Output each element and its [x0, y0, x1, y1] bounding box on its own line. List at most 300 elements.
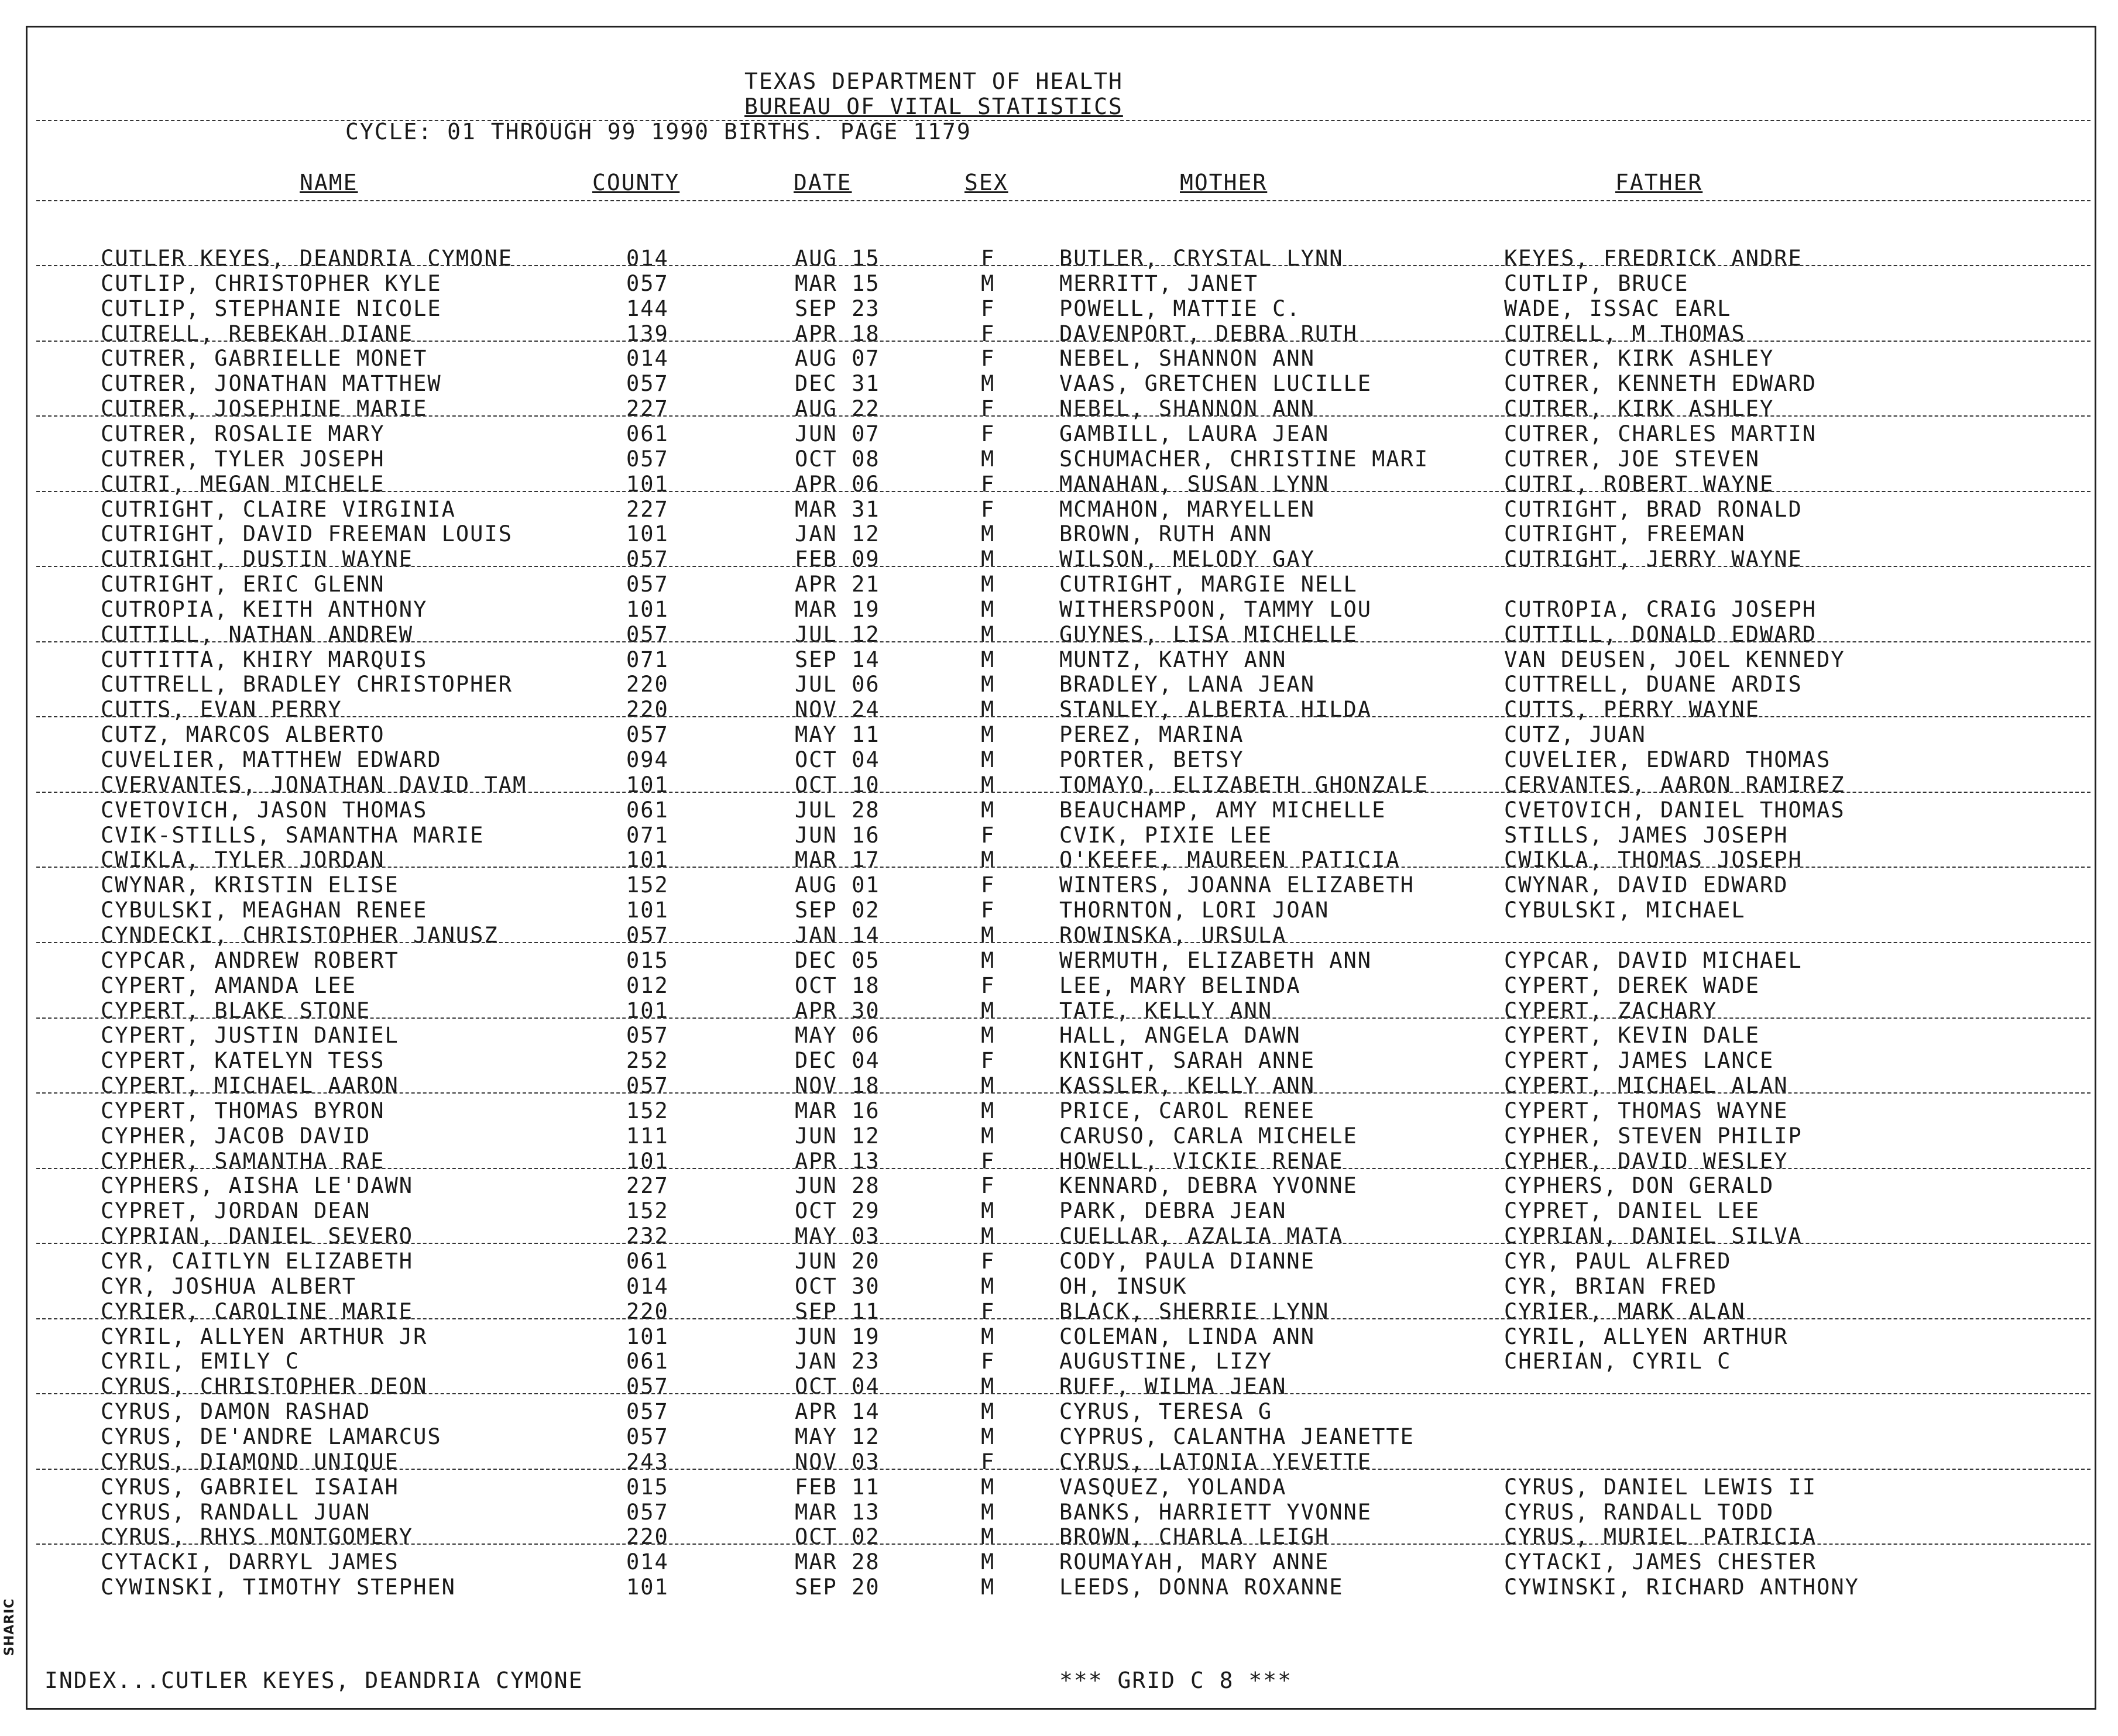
cell-date: AUG 15 — [795, 246, 880, 271]
cell-mother: COLEMAN, LINDA ANN — [1059, 1324, 1315, 1349]
cell-name: CYRUS, DAMON RASHAD — [101, 1399, 371, 1425]
cell-sex: M — [981, 596, 996, 622]
cell-father: CUTRIGHT, BRAD RONALD — [1504, 496, 1803, 522]
cell-county: 220 — [626, 1298, 669, 1324]
table-row — [0, 1049, 2118, 1074]
cell-date: JUN 28 — [795, 1173, 880, 1199]
table-row — [0, 1074, 2118, 1099]
cell-father: CYRUS, RANDALL TODD — [1504, 1499, 1774, 1525]
table-row — [0, 1199, 2118, 1224]
cell-name: CYPERT, MICHAEL AARON — [101, 1073, 399, 1099]
table-row — [0, 999, 2118, 1024]
cell-name: CUTTS, EVAN PERRY — [101, 697, 342, 723]
cell-father: CYPHERS, DON GERALD — [1504, 1173, 1774, 1199]
header-subtitle: BUREAU OF VITAL STATISTICS — [744, 94, 1123, 119]
cell-mother: VASQUEZ, YOLANDA — [1059, 1474, 1287, 1500]
cell-father: KEYES, FREDRICK ANDRE — [1504, 246, 1803, 271]
cell-sex: M — [981, 1575, 996, 1600]
cell-date: SEP 20 — [795, 1575, 880, 1600]
cell-name: CYPRIAN, DANIEL SEVERO — [101, 1223, 414, 1249]
cell-county: 101 — [626, 1148, 669, 1174]
cell-father: CUTRER, KIRK ASHLEY — [1504, 396, 1774, 422]
cell-date: APR 18 — [795, 321, 880, 346]
cell-name: CUTRIGHT, DUSTIN WAYNE — [101, 546, 414, 572]
table-row — [0, 1349, 2118, 1374]
cell-date: OCT 29 — [795, 1198, 880, 1224]
cell-sex: F — [981, 822, 996, 848]
cell-sex: F — [981, 396, 996, 422]
cell-father: CYPERT, DEREK WADE — [1504, 972, 1760, 998]
cell-father: CYPERT, ZACHARY — [1504, 998, 1718, 1023]
cell-name: CUTRER, ROSALIE MARY — [101, 421, 385, 446]
table-row — [0, 597, 2118, 623]
cell-father: CYPERT, THOMAS WAYNE — [1504, 1098, 1789, 1123]
table-row — [0, 1249, 2118, 1274]
cell-father: CYR, BRIAN FRED — [1504, 1273, 1718, 1299]
cell-father: CYTACKI, JAMES CHESTER — [1504, 1549, 1817, 1575]
cell-county: 057 — [626, 1499, 669, 1525]
cell-county: 094 — [626, 747, 669, 772]
cell-name: CUTRIGHT, ERIC GLENN — [101, 572, 385, 597]
cell-date: MAR 31 — [795, 496, 880, 522]
cell-county: 227 — [626, 1173, 669, 1199]
cell-father: CYPERT, JAMES LANCE — [1504, 1048, 1774, 1074]
cell-name: CUTRER, JOSEPHINE MARIE — [101, 396, 428, 422]
cell-sex: M — [981, 546, 996, 572]
cell-county: 243 — [626, 1449, 669, 1474]
cell-mother: TATE, KELLY ANN — [1059, 998, 1273, 1023]
cell-name: CYWINSKI, TIMOTHY STEPHEN — [101, 1575, 456, 1600]
cell-name: CUTLER KEYES, DEANDRIA CYMONE — [101, 246, 513, 271]
cell-mother: NEBEL, SHANNON ANN — [1059, 346, 1315, 372]
cell-father: CYRUS, DANIEL LEWIS II — [1504, 1474, 1817, 1500]
cell-county: 014 — [626, 1549, 669, 1575]
column-header-county: COUNTY — [592, 170, 680, 195]
cell-name: CVIK-STILLS, SAMANTHA MARIE — [101, 822, 485, 848]
cell-date: OCT 30 — [795, 1273, 880, 1299]
table-row — [0, 1425, 2118, 1450]
cell-county: 057 — [626, 546, 669, 572]
cell-sex: M — [981, 1374, 996, 1400]
table-row — [0, 1023, 2118, 1049]
cell-name: CVETOVICH, JASON THOMAS — [101, 797, 428, 823]
cell-name: CUTZ, MARCOS ALBERTO — [101, 722, 385, 748]
cell-mother: VAAS, GRETCHEN LUCILLE — [1059, 371, 1372, 397]
cell-county: 101 — [626, 521, 669, 547]
cell-father: CWIKLA, THOMAS JOSEPH — [1504, 847, 1803, 873]
cell-father: CYPHER, STEVEN PHILIP — [1504, 1123, 1803, 1149]
cell-name: CUVELIER, MATTHEW EDWARD — [101, 747, 442, 772]
cell-name: CUTRIGHT, DAVID FREEMAN LOUIS — [101, 521, 513, 547]
cell-county: 111 — [626, 1123, 669, 1149]
cell-father: CHERIAN, CYRIL C — [1504, 1349, 1732, 1374]
cell-date: APR 06 — [795, 471, 880, 497]
cell-sex: F — [981, 246, 996, 271]
cell-mother: MUNTZ, KATHY ANN — [1059, 647, 1287, 672]
cell-mother: BANKS, HARRIETT YVONNE — [1059, 1499, 1372, 1525]
cell-name: CUTRI, MEGAN MICHELE — [101, 471, 385, 497]
cell-sex: F — [981, 1349, 996, 1374]
footer-index: INDEX...CUTLER KEYES, DEANDRIA CYMONE — [44, 1668, 583, 1693]
cell-date: JUN 20 — [795, 1249, 880, 1274]
cell-sex: F — [981, 972, 996, 998]
cell-county: 057 — [626, 1374, 669, 1400]
cell-county: 220 — [626, 697, 669, 723]
table-row — [0, 271, 2118, 297]
cell-sex: M — [981, 1474, 996, 1500]
table-row — [0, 1325, 2118, 1350]
cell-date: MAR 17 — [795, 847, 880, 873]
cell-name: CYRIL, EMILY C — [101, 1349, 300, 1374]
cell-county: 057 — [626, 1073, 669, 1099]
table-row — [0, 898, 2118, 923]
table-row — [0, 873, 2118, 898]
cell-sex: M — [981, 647, 996, 672]
cell-county: 014 — [626, 346, 669, 372]
table-row — [0, 948, 2118, 974]
cell-date: MAY 03 — [795, 1223, 880, 1249]
cell-father: CUTRELL, M THOMAS — [1504, 321, 1746, 346]
cell-mother: BROWN, CHARLA LEIGH — [1059, 1524, 1330, 1550]
cell-sex: M — [981, 747, 996, 772]
cell-mother: PRICE, CAROL RENEE — [1059, 1098, 1315, 1123]
cell-mother: HOWELL, VICKIE RENAE — [1059, 1148, 1344, 1174]
table-row — [0, 773, 2118, 798]
cell-county: 232 — [626, 1223, 669, 1249]
cell-county: 101 — [626, 898, 669, 923]
cell-sex: F — [981, 295, 996, 321]
cell-father: CUTRIGHT, FREEMAN — [1504, 521, 1746, 547]
table-row — [0, 322, 2118, 347]
cell-father: CWYNAR, DAVID EDWARD — [1504, 872, 1789, 898]
cell-father: STILLS, JAMES JOSEPH — [1504, 822, 1789, 848]
cell-father: CUTRER, CHARLES MARTIN — [1504, 421, 1817, 446]
table-row — [0, 1124, 2118, 1149]
cell-sex: F — [981, 1249, 996, 1274]
cell-name: CYPRET, JORDAN DEAN — [101, 1198, 371, 1224]
cell-date: JAN 23 — [795, 1349, 880, 1374]
column-header-name: NAME — [300, 170, 358, 195]
table-row — [0, 522, 2118, 547]
cell-sex: M — [981, 998, 996, 1023]
cell-sex: M — [981, 797, 996, 823]
cell-name: CYRUS, DIAMOND UNIQUE — [101, 1449, 399, 1474]
cell-sex: M — [981, 1524, 996, 1550]
cell-sex: F — [981, 321, 996, 346]
cell-mother: ROWINSKA, URSULA — [1059, 922, 1287, 948]
cell-name: CYR, CAITLYN ELIZABETH — [101, 1249, 414, 1274]
cell-date: MAY 11 — [795, 722, 880, 748]
cell-name: CYPCAR, ANDREW ROBERT — [101, 947, 399, 973]
cell-date: AUG 22 — [795, 396, 880, 422]
cell-name: CWIKLA, TYLER JORDAN — [101, 847, 385, 873]
cell-county: 152 — [626, 1098, 669, 1123]
cell-father: CUTRI, ROBERT WAYNE — [1504, 471, 1774, 497]
cell-mother: POWELL, MATTIE C. — [1059, 295, 1301, 321]
cell-name: CVERVANTES, JONATHAN DAVID TAM — [101, 772, 527, 797]
cell-name: CYRUS, RHYS MONTGOMERY — [101, 1524, 414, 1550]
cell-date: JUL 06 — [795, 672, 880, 697]
cell-mother: RUFF, WILMA JEAN — [1059, 1374, 1287, 1400]
cell-mother: MCMAHON, MARYELLEN — [1059, 496, 1315, 522]
cell-sex: M — [981, 572, 996, 597]
cell-county: 012 — [626, 972, 669, 998]
cell-county: 057 — [626, 621, 669, 647]
cell-county: 057 — [626, 371, 669, 397]
cell-mother: ROUMAYAH, MARY ANNE — [1059, 1549, 1330, 1575]
cell-mother: O'KEEFE, MAUREEN PATICIA — [1059, 847, 1400, 873]
cell-name: CUTTILL, NATHAN ANDREW — [101, 621, 414, 647]
cell-father: WADE, ISSAC EARL — [1504, 295, 1732, 321]
table-row — [0, 623, 2118, 648]
cell-name: CYPERT, JUSTIN DANIEL — [101, 1023, 399, 1049]
cell-date: JAN 14 — [795, 922, 880, 948]
table-row — [0, 1174, 2118, 1199]
cell-sex: M — [981, 1223, 996, 1249]
cell-father: CYPERT, KEVIN DALE — [1504, 1023, 1760, 1049]
table-row — [0, 1475, 2118, 1500]
table-row — [0, 1450, 2118, 1475]
column-header-father: FATHER — [1615, 170, 1703, 195]
cell-father: CYPCAR, DAVID MICHAEL — [1504, 947, 1803, 973]
cell-sex: M — [981, 1549, 996, 1575]
cell-date: OCT 10 — [795, 772, 880, 797]
cell-name: CUTRELL, REBEKAH DIANE — [101, 321, 414, 346]
cell-sex: F — [981, 421, 996, 446]
cell-county: 061 — [626, 1249, 669, 1274]
cell-date: OCT 04 — [795, 747, 880, 772]
cell-sex: M — [981, 722, 996, 748]
cell-sex: F — [981, 471, 996, 497]
cell-date: JUN 19 — [795, 1324, 880, 1349]
cell-father: CUTZ, JUAN — [1504, 722, 1646, 748]
cell-father: CYBULSKI, MICHAEL — [1504, 898, 1746, 923]
cell-county: 014 — [626, 1273, 669, 1299]
header-title: TEXAS DEPARTMENT OF HEALTH — [744, 68, 1123, 94]
cell-sex: M — [981, 947, 996, 973]
cell-name: CYPHER, SAMANTHA RAE — [101, 1148, 385, 1174]
side-label: SHARIC — [2, 1598, 17, 1656]
cell-sex: M — [981, 270, 996, 296]
cell-mother: CARUSO, CARLA MICHELE — [1059, 1123, 1358, 1149]
cell-father: CYWINSKI, RICHARD ANTHONY — [1504, 1575, 1859, 1600]
cell-sex: M — [981, 1098, 996, 1123]
cell-father: CYPHER, DAVID WESLEY — [1504, 1148, 1789, 1174]
cell-sex: M — [981, 1399, 996, 1425]
cycle-line: CYCLE: 01 THROUGH 99 1990 BIRTHS. PAGE 1179 — [345, 119, 972, 145]
cell-father: VAN DEUSEN, JOEL KENNEDY — [1504, 647, 1845, 672]
cell-mother: CYRUS, LATONIA YEVETTE — [1059, 1449, 1372, 1474]
table-row — [0, 1274, 2118, 1300]
cell-county: 227 — [626, 396, 669, 422]
cell-mother: BUTLER, CRYSTAL LYNN — [1059, 246, 1344, 271]
table-row — [0, 372, 2118, 397]
cell-sex: M — [981, 697, 996, 723]
cell-county: 101 — [626, 1324, 669, 1349]
cell-name: CYPHER, JACOB DAVID — [101, 1123, 371, 1149]
cell-name: CUTRER, GABRIELLE MONET — [101, 346, 428, 372]
cell-county: 101 — [626, 772, 669, 797]
cell-name: CUTLIP, CHRISTOPHER KYLE — [101, 270, 442, 296]
cell-father: CUVELIER, EDWARD THOMAS — [1504, 747, 1831, 772]
cell-date: OCT 08 — [795, 446, 880, 472]
cell-name: CUTRER, JONATHAN MATTHEW — [101, 371, 442, 397]
cell-name: CYTACKI, DARRYL JAMES — [101, 1549, 399, 1575]
cell-sex: M — [981, 1424, 996, 1449]
table-row — [0, 472, 2118, 497]
cell-mother: MERRITT, JANET — [1059, 270, 1258, 296]
cell-date: OCT 02 — [795, 1524, 880, 1550]
cell-county: 015 — [626, 1474, 669, 1500]
cell-name: CWYNAR, KRISTIN ELISE — [101, 872, 399, 898]
table-row — [0, 798, 2118, 823]
cell-county: 061 — [626, 1349, 669, 1374]
cell-date: JUN 16 — [795, 822, 880, 848]
cell-date: DEC 04 — [795, 1048, 880, 1074]
cell-date: APR 13 — [795, 1148, 880, 1174]
cell-date: MAR 13 — [795, 1499, 880, 1525]
cell-date: FEB 11 — [795, 1474, 880, 1500]
cell-county: 152 — [626, 872, 669, 898]
table-row — [0, 1300, 2118, 1325]
cell-date: DEC 05 — [795, 947, 880, 973]
cell-name: CUTLIP, STEPHANIE NICOLE — [101, 295, 442, 321]
cell-sex: F — [981, 1449, 996, 1474]
cell-county: 061 — [626, 421, 669, 446]
cell-father: CYRIL, ALLYEN ARTHUR — [1504, 1324, 1789, 1349]
cell-mother: KNIGHT, SARAH ANNE — [1059, 1048, 1315, 1074]
cell-name: CUTTRELL, BRADLEY CHRISTOPHER — [101, 672, 513, 697]
cell-name: CUTRER, TYLER JOSEPH — [101, 446, 385, 472]
cell-sex: M — [981, 1123, 996, 1149]
column-header-divider — [36, 200, 2090, 201]
table-row — [0, 547, 2118, 572]
cell-county: 252 — [626, 1048, 669, 1074]
cell-county: 101 — [626, 847, 669, 873]
cell-mother: BRADLEY, LANA JEAN — [1059, 672, 1315, 697]
cell-county: 101 — [626, 596, 669, 622]
cell-county: 057 — [626, 1424, 669, 1449]
cell-father: CUTRER, KIRK ASHLEY — [1504, 346, 1774, 372]
cell-name: CYRUS, GABRIEL ISAIAH — [101, 1474, 399, 1500]
cell-date: AUG 01 — [795, 872, 880, 898]
cell-mother: AUGUSTINE, LIZY — [1059, 1349, 1273, 1374]
table-row — [0, 397, 2118, 422]
cell-county: 057 — [626, 1399, 669, 1425]
cell-county: 057 — [626, 922, 669, 948]
cell-father: CYRIER, MARK ALAN — [1504, 1298, 1746, 1324]
cell-county: 057 — [626, 446, 669, 472]
cell-name: CYPERT, KATELYN TESS — [101, 1048, 385, 1074]
cell-date: MAY 12 — [795, 1424, 880, 1449]
cell-name: CYBULSKI, MEAGHAN RENEE — [101, 898, 428, 923]
table-row — [0, 823, 2118, 848]
cell-mother: OH, INSUK — [1059, 1273, 1187, 1299]
cell-sex: F — [981, 1298, 996, 1324]
cell-father: CUTTRELL, DUANE ARDIS — [1504, 672, 1803, 697]
cell-sex: M — [981, 446, 996, 472]
cell-mother: DAVENPORT, DEBRA RUTH — [1059, 321, 1358, 346]
table-row — [0, 422, 2118, 447]
cell-name: CYR, JOSHUA ALBERT — [101, 1273, 356, 1299]
cell-county: 144 — [626, 295, 669, 321]
cell-date: APR 14 — [795, 1399, 880, 1425]
table-row — [0, 923, 2118, 948]
cell-county: 071 — [626, 647, 669, 672]
cell-father: CERVANTES, AARON RAMIREZ — [1504, 772, 1845, 797]
cell-father: CYRUS, MURIEL PATRICIA — [1504, 1524, 1817, 1550]
cell-father: CUTRIGHT, JERRY WAYNE — [1504, 546, 1803, 572]
cell-name: CYRIL, ALLYEN ARTHUR JR — [101, 1324, 428, 1349]
cell-mother: WITHERSPOON, TAMMY LOU — [1059, 596, 1372, 622]
column-header-mother: MOTHER — [1180, 170, 1268, 195]
cell-county: 057 — [626, 722, 669, 748]
cell-sex: M — [981, 1198, 996, 1224]
table-row — [0, 697, 2118, 723]
cell-mother: CUTRIGHT, MARGIE NELL — [1059, 572, 1358, 597]
cell-date: OCT 18 — [795, 972, 880, 998]
cell-date: SEP 02 — [795, 898, 880, 923]
cell-mother: GUYNES, LISA MICHELLE — [1059, 621, 1358, 647]
cell-father: CUTRER, KENNETH EDWARD — [1504, 371, 1817, 397]
cell-name: CUTRIGHT, CLAIRE VIRGINIA — [101, 496, 456, 522]
cell-date: NOV 18 — [795, 1073, 880, 1099]
cell-date: JUN 07 — [795, 421, 880, 446]
table-row — [0, 497, 2118, 522]
cell-sex: M — [981, 672, 996, 697]
table-row — [0, 246, 2118, 271]
cell-county: 101 — [626, 471, 669, 497]
cell-date: SEP 11 — [795, 1298, 880, 1324]
cell-sex: M — [981, 847, 996, 873]
cell-name: CUTROPIA, KEITH ANTHONY — [101, 596, 428, 622]
cell-mother: MANAHAN, SUSAN LYNN — [1059, 471, 1330, 497]
table-row — [0, 297, 2118, 322]
cell-name: CYRIER, CAROLINE MARIE — [101, 1298, 414, 1324]
cell-mother: CUELLAR, AZALIA MATA — [1059, 1223, 1344, 1249]
cell-name: CYRUS, DE'ANDRE LAMARCUS — [101, 1424, 442, 1449]
table-row — [0, 723, 2118, 748]
table-row — [0, 748, 2118, 773]
table-row — [0, 346, 2118, 372]
table-row — [0, 1224, 2118, 1249]
cell-mother: LEEDS, DONNA ROXANNE — [1059, 1575, 1344, 1600]
table-row — [0, 1575, 2118, 1600]
cell-county: 227 — [626, 496, 669, 522]
cell-mother: STANLEY, ALBERTA HILDA — [1059, 697, 1372, 723]
header-divider — [36, 120, 2090, 121]
cell-father: CUTRER, JOE STEVEN — [1504, 446, 1760, 472]
cell-name: CYRUS, CHRISTOPHER DEON — [101, 1374, 428, 1400]
cell-mother: HALL, ANGELA DAWN — [1059, 1023, 1301, 1049]
table-row — [0, 1400, 2118, 1425]
cell-mother: WILSON, MELODY GAY — [1059, 546, 1315, 572]
cell-sex: F — [981, 898, 996, 923]
cell-father: CUTTILL, DONALD EDWARD — [1504, 621, 1817, 647]
cell-date: SEP 23 — [795, 295, 880, 321]
cell-county: 101 — [626, 998, 669, 1023]
cell-county: 220 — [626, 1524, 669, 1550]
cell-county: 014 — [626, 246, 669, 271]
cell-sex: M — [981, 521, 996, 547]
cell-mother: CYPRUS, CALANTHA JEANETTE — [1059, 1424, 1415, 1449]
cell-father: CYPRIAN, DANIEL SILVA — [1504, 1223, 1803, 1249]
cell-name: CYPHERS, AISHA LE'DAWN — [101, 1173, 414, 1199]
cell-mother: BEAUCHAMP, AMY MICHELLE — [1059, 797, 1386, 823]
table-row — [0, 1500, 2118, 1525]
cell-date: JUL 12 — [795, 621, 880, 647]
cell-sex: F — [981, 496, 996, 522]
